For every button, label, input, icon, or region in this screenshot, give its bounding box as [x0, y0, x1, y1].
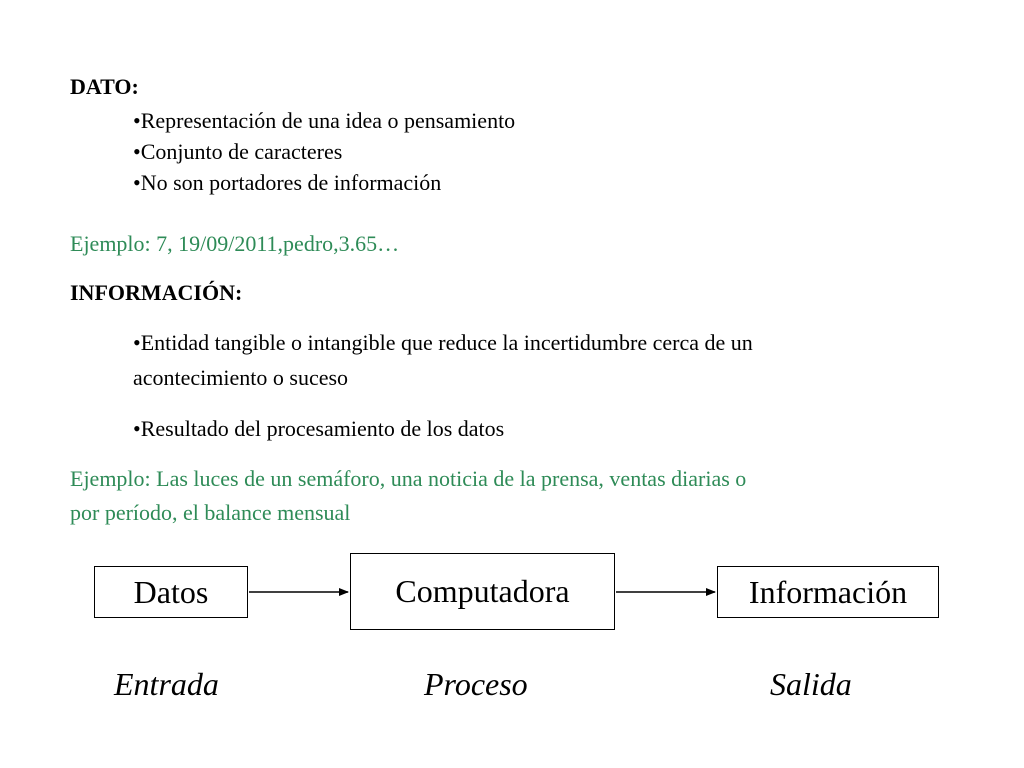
computadora-box-label: Computadora	[395, 573, 570, 609]
stage-proceso: Proceso	[424, 666, 528, 702]
informacion-heading: INFORMACIÓN:	[70, 280, 243, 305]
informacion-example-line-2: por período, el balance mensual	[70, 500, 351, 525]
informacion-bullet-1-line-1: •Entidad tangible o intangible que reduce la incertidumbre cerca de un	[133, 330, 753, 355]
informacion-example-line-1: Ejemplo: Las luces de un semáforo, una noticia de la prensa, ventas diarias o	[70, 466, 747, 491]
informacion-box-label: Información	[748, 573, 908, 610]
dato-example: Ejemplo: 7, 19/09/2011,pedro,3.65…	[70, 231, 400, 256]
dato-bullet-1: •Representación de una idea o pensamiento	[133, 108, 516, 133]
informacion-bullet-2: •Resultado del procesamiento de los datos	[133, 416, 505, 441]
informacion-bullet-1-line-2: acontecimiento o suceso	[133, 365, 349, 390]
dato-bullet-3: •No son portadores de información	[133, 170, 442, 195]
dato-bullet-2: •Conjunto de caracteres	[133, 139, 343, 164]
stage-entrada: Entrada	[114, 666, 219, 702]
stage-salida: Salida	[770, 666, 852, 702]
datos-box-label: Datos	[133, 573, 209, 610]
dato-heading: DATO:	[70, 74, 139, 99]
